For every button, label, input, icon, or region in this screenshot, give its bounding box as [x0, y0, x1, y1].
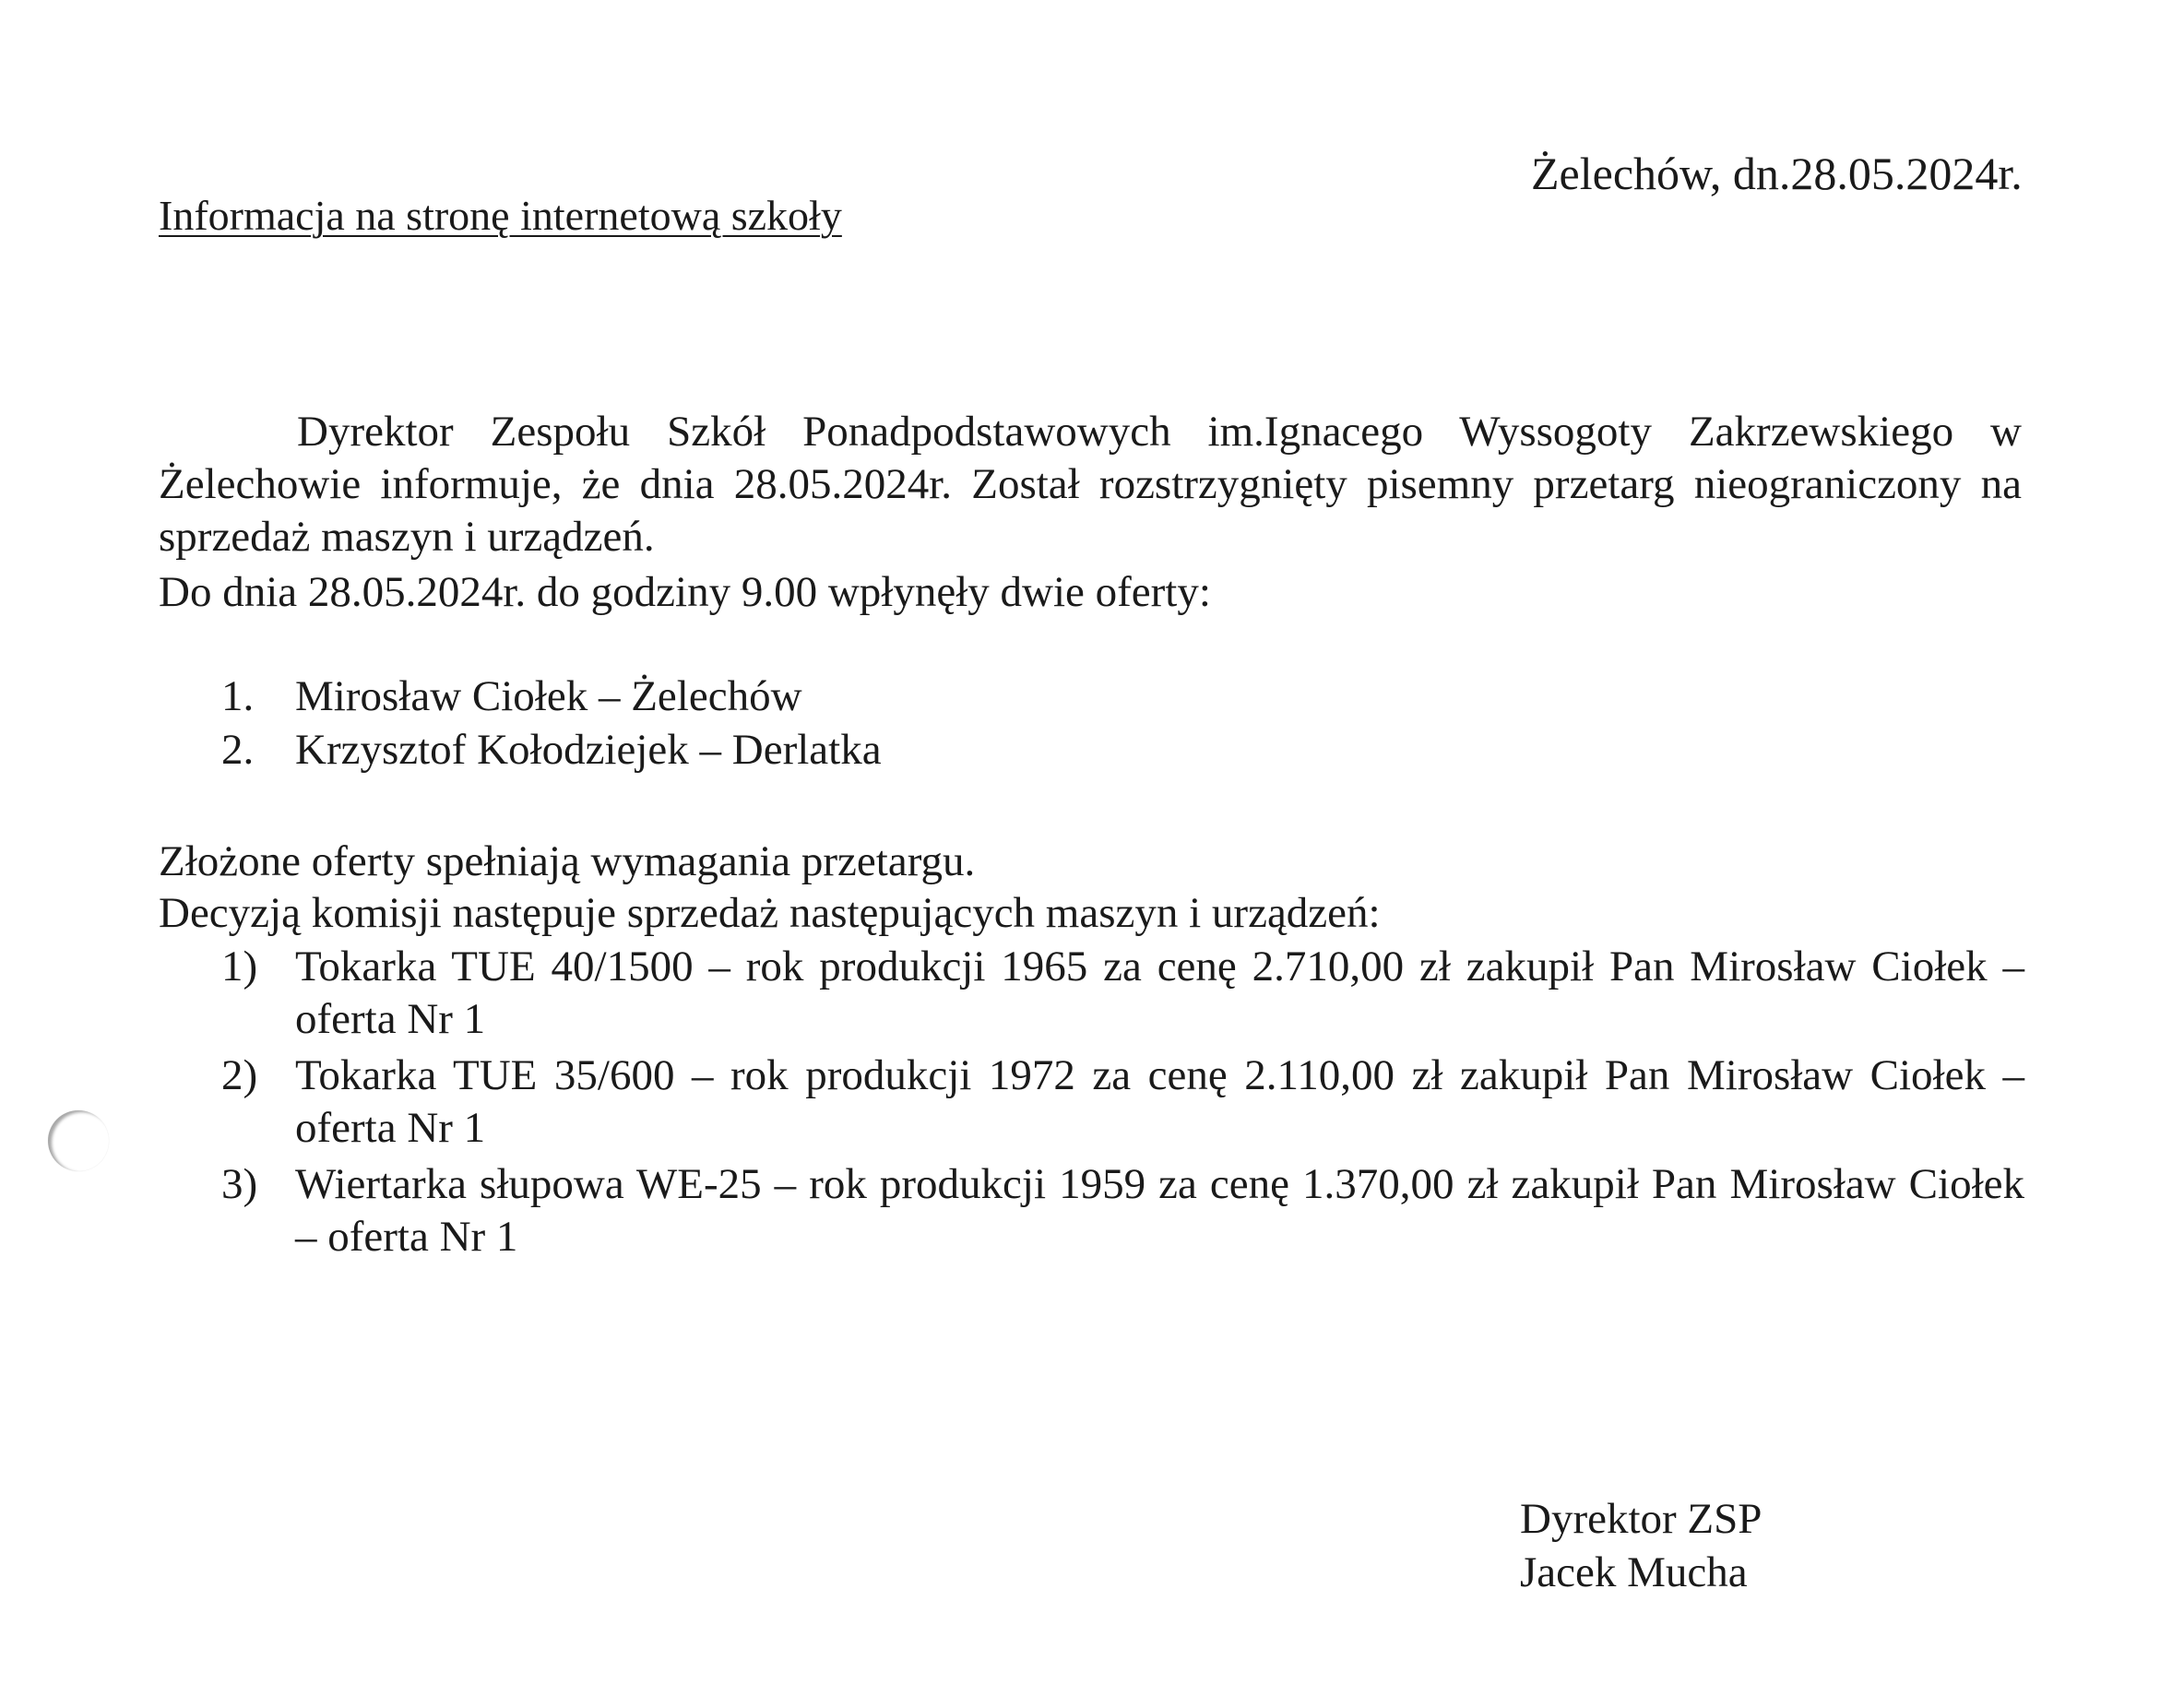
sale-description: Tokarka TUE 40/1500 – rok produkcji 1965 za cenę 2.710,00 zł zakupił Pan Mirosław Ciołek – oferta Nr 1: [295, 943, 2024, 1043]
list-number: 2): [221, 1051, 258, 1099]
list-number: 3): [221, 1160, 258, 1208]
list-item: [221, 941, 2024, 1046]
list-item: [221, 1050, 2024, 1155]
list-item: [221, 1158, 2024, 1263]
sale-description: Wiertarka słupowa WE-25 – rok produkcji 1959 za cenę 1.370,00 zł zakupił Pan Mirosław Ciołek – oferta Nr 1: [295, 1160, 2024, 1261]
bidders-list: [221, 670, 882, 777]
intro-paragraph: Dyrektor Zespołu Szkół Ponadpodstawowych im.Ignacego Wyssogoty Zakrzewskiego w Żelechowie informuje, że dnia 28.05.2024r. Został rozstrzygnięty pisemny przetarg nieograniczony na sprzedaż maszyn i urządzeń.: [159, 408, 2022, 561]
list-item: [221, 670, 882, 723]
list-number: 1): [221, 943, 258, 990]
sale-description: Tokarka TUE 35/600 – rok produkcji 1972 za cenę 2.110,00 zł zakupił Pan Mirosław Ciołek – oferta Nr 1: [295, 1051, 2024, 1152]
punch-hole-mark: [48, 1110, 109, 1171]
list-number: 2.: [221, 726, 255, 774]
list-number: 1.: [221, 672, 255, 720]
signature-role: Dyrektor ZSP: [1520, 1495, 1763, 1543]
document-title: Informacja na stronę internetową szkoły: [159, 192, 842, 239]
list-item: [221, 723, 882, 777]
place-date: Żelechów, dn.28.05.2024r.: [1531, 148, 2023, 199]
bidder-name: Mirosław Ciołek – Żelechów: [295, 672, 802, 720]
signature-name: Jacek Mucha: [1520, 1548, 1748, 1596]
compliance-statement: Złożone oferty spełniają wymagania przetargu.: [159, 837, 976, 885]
sales-list: [221, 941, 2024, 1267]
bidder-name: Krzysztof Kołodziejek – Derlatka: [295, 726, 882, 774]
offers-intro: Do dnia 28.05.2024r. do godziny 9.00 wpłynęły dwie oferty:: [159, 568, 1211, 616]
signature-block: [1520, 1492, 1762, 1599]
decision-statement: Decyzją komisji następuje sprzedaż następujących maszyn i urządzeń:: [159, 889, 1381, 937]
